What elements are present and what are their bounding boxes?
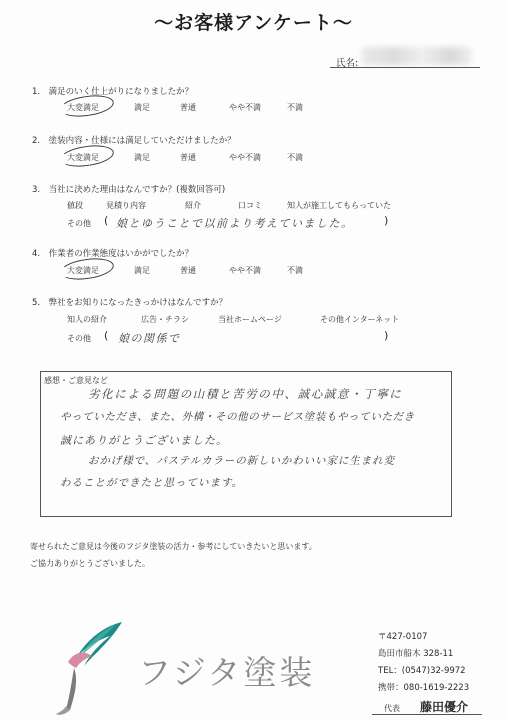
q4-option-2: 満足 (134, 266, 150, 275)
q3-option-5: 知人が施工してもらっていた (287, 201, 391, 210)
q2-option-3: 普通 (180, 153, 196, 162)
q1-option-1: 大変満足 (67, 103, 99, 112)
question-2: 2. 塗装内容・仕様には満足していただけましたか？ (32, 136, 236, 146)
comment-line-1: 劣化による問題の山積と苦労の中、誠心誠意・丁寧に (88, 387, 403, 401)
postal-code: 〒427-0107 (378, 632, 428, 642)
footer-thanks: ご協力ありがとうございました。 (30, 559, 150, 568)
question-5: 5. 弊社をお知りになったきっかけはなんですか？ (32, 298, 228, 308)
q1-option-5: 不満 (287, 103, 303, 112)
q3-bracket-open: ( (104, 214, 109, 227)
comment-line-4: おかげ様で、パステルカラーの新しいかわいい家に生まれ変 (88, 455, 395, 467)
q4-option-5: 不満 (287, 266, 303, 275)
q3-bracket-close: ) (384, 214, 389, 227)
q1-option-3: 普通 (180, 103, 196, 112)
q2-answer-circle (59, 142, 115, 169)
name-redacted (362, 47, 472, 65)
q5-option-3: 当社ホームページ (218, 315, 282, 324)
brush-logo-icon (50, 618, 130, 718)
name-label: 氏名: (336, 58, 359, 69)
q4-option-1: 大変満足 (67, 266, 99, 275)
q5-other-answer: 娘の関係で (118, 332, 181, 345)
q3-other-answer: 娘とゆうことで以前より考えていました。 (116, 217, 354, 230)
q2-option-4: やや不満 (229, 153, 261, 162)
q5-option-4: その他インターネット (320, 315, 400, 324)
q2-option-1: 大変満足 (67, 153, 99, 162)
q3-other-label: その他 (67, 219, 91, 228)
survey-title: 〜お客様アンケート〜 (154, 12, 353, 34)
representative-name: 藤田優介 (420, 700, 469, 714)
comment-line-5: わることができたと思っています。 (60, 477, 244, 489)
q5-option-1: 知人の紹介 (67, 315, 107, 324)
question-4: 4. 作業者の作業態度はいかがでしたか？ (32, 249, 194, 259)
q5-bracket-open: ( (104, 329, 109, 342)
q5-bracket-close: ) (384, 329, 389, 342)
brand-name: フジタ塗装 (138, 653, 316, 692)
question-3: 3. 当社に決めた理由はなんですか？(複数回答可) (32, 185, 226, 195)
q2-option-5: 不満 (287, 153, 303, 162)
q5-option-2: 広告・チラシ (141, 315, 189, 324)
telephone: TEL：(0547)32-9972 (378, 666, 466, 676)
comment-line-3: 誠にありがとうございました。 (60, 434, 228, 447)
comment-label: 感想・ご意見など (44, 376, 108, 385)
footer-note: 寄せられたご意見は今後のフジタ塗装の活力・参考にしていきたいと思います。 (30, 542, 317, 551)
name-underline (330, 67, 480, 68)
q4-option-3: 普通 (180, 266, 196, 275)
mobile-phone: 携帯：080-1619-2223 (378, 683, 470, 693)
comment-line-2: やっていただき、また、外構・その他のサービス塗装もやっていただき (60, 411, 415, 423)
signature-underline (372, 714, 482, 715)
q3-option-3: 紹介 (185, 201, 201, 210)
q4-option-4: やや不満 (229, 266, 261, 275)
q2-option-2: 満足 (134, 153, 150, 162)
q5-other-label: その他 (67, 334, 91, 343)
q3-option-1: 値段 (67, 201, 83, 210)
representative-label: 代表 (384, 704, 400, 713)
q1-option-2: 満足 (134, 103, 150, 112)
question-1: 1. 満足のいく仕上がりになりましたか？ (32, 87, 194, 97)
q3-option-4: 口コミ (238, 201, 262, 210)
q3-option-2: 見積り内容 (106, 201, 146, 210)
q4-answer-circle (59, 255, 115, 282)
address: 島田市船木 328-11 (378, 649, 454, 659)
q1-option-4: やや不満 (229, 103, 261, 112)
